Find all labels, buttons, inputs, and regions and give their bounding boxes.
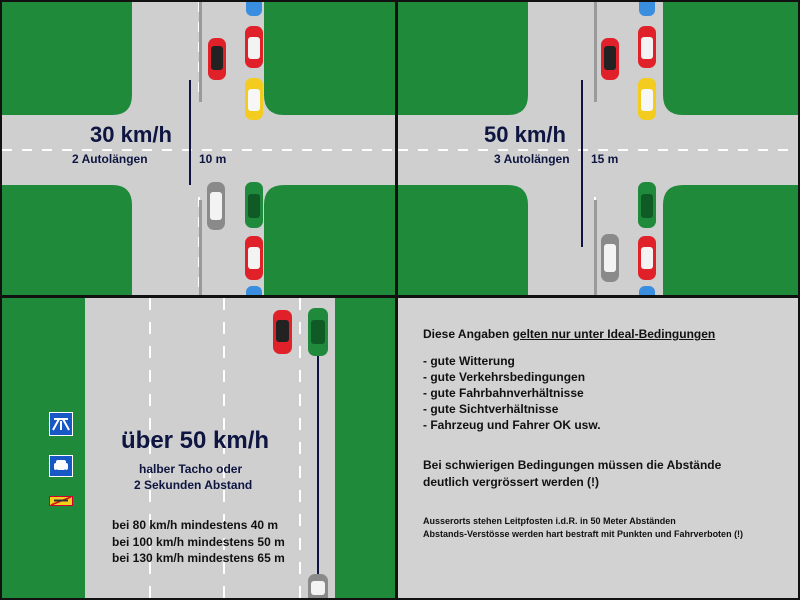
panel-30kmh [2,2,395,295]
car-red-icon [245,236,263,280]
car-gray-icon [207,182,225,230]
rule-line-1: halber Tacho oder [139,462,243,476]
car-red-icon [638,26,656,68]
car-green-icon [308,308,328,356]
car-blue-icon [639,2,655,16]
car-red-icon [638,236,656,280]
car-gray-icon [308,574,328,598]
car-blue-icon [639,286,655,295]
town-exit-sign-icon [49,496,73,506]
car-blue-icon [246,286,262,295]
difficult-line-1: Bei schwierigen Bedingungen müssen die Abstände [423,458,722,472]
intersection-50-scene [398,2,798,295]
car-red-icon [273,310,292,354]
speed-label: über 50 km/h [121,427,270,454]
example-line-130: bei 130 km/h mindestens 65 m [112,551,285,565]
intro-underlined: gelten nur unter Ideal-Bedingungen [512,327,716,341]
motor-road-sign-icon [49,455,73,477]
car-red-icon [601,38,619,80]
intro-line [423,326,715,343]
speed-label: 50 km/h [484,122,566,147]
note-line-1: Ausserorts stehen Leitpfosten i.d.R. in 50 Meter Abständen [423,516,676,526]
difficult-line-2: deutlich vergrössert werden (!) [423,475,600,489]
car-green-icon [245,182,263,228]
panel-highway [2,298,395,598]
note-line-2: Abstands-Verstösse werden hart bestraft mit Punkten und Fahrverboten (!) [423,529,744,539]
car-lengths-label: 2 Autolängen [72,152,148,166]
example-line-100: bei 100 km/h mindestens 50 m [112,535,285,549]
distance-label: 15 m [591,152,619,166]
rule-line-2: 2 Sekunden Abstand [134,478,253,492]
condition-item: - gute Fahrbahnverhältnisse [423,386,584,400]
car-yellow-icon [638,78,656,120]
car-red-icon [245,26,263,68]
car-lengths-label: 3 Autolängen [494,152,570,166]
condition-item: - Fahrzeug und Fahrer OK usw. [423,418,601,432]
car-blue-icon [246,2,262,16]
car-red-icon [208,38,226,80]
motorway-sign-icon [49,412,73,436]
panel-info [398,298,798,598]
car-yellow-icon [245,78,263,120]
speed-label: 30 km/h [90,122,172,147]
car-gray-icon [601,234,619,282]
intersection-30-scene [2,2,395,295]
distance-label: 10 m [199,152,227,166]
example-line-80: bei 80 km/h mindestens 40 m [112,518,279,532]
condition-item: - gute Witterung [423,354,515,368]
panel-50kmh [398,2,798,295]
intro-prefix: Diese Angaben [423,327,513,341]
condition-item: - gute Sichtverhältnisse [423,402,559,416]
condition-item: - gute Verkehrsbedingungen [423,370,586,384]
car-green-icon [638,182,656,228]
